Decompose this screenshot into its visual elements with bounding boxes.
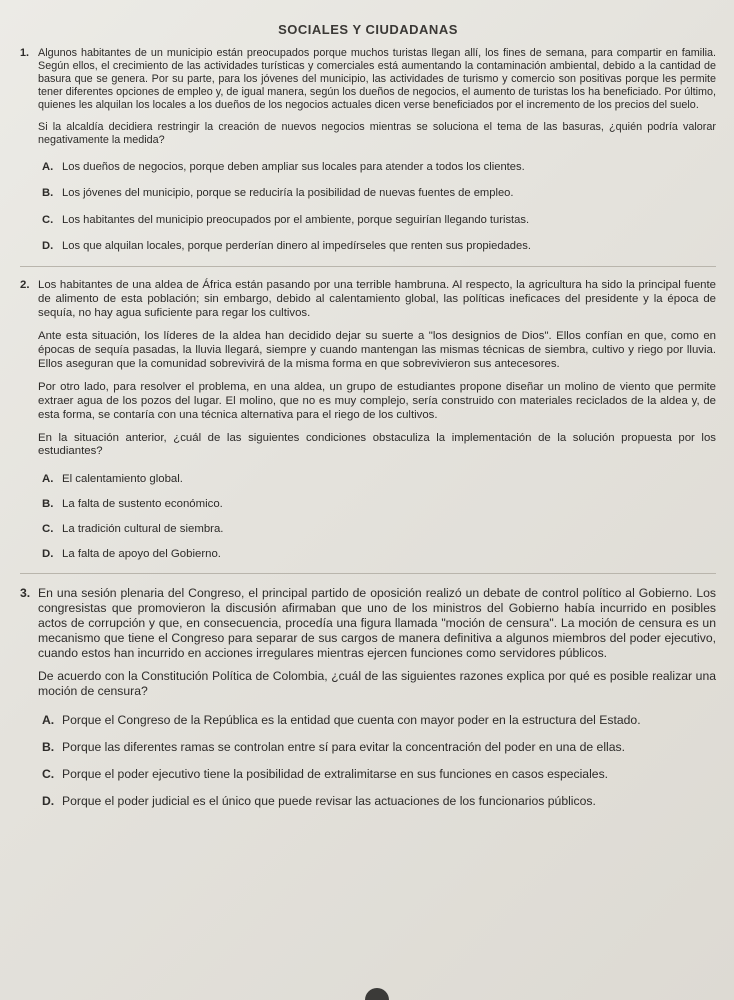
option-text: La tradición cultural de siembra. — [62, 523, 224, 536]
option-text: Porque el Congreso de la República es la entidad que cuenta con mayor poder en la estructura del Estado. — [62, 713, 641, 728]
option-b[interactable] — [38, 498, 716, 512]
option-a[interactable] — [38, 161, 716, 174]
option-letter: D. — [42, 548, 54, 561]
option-letter: D. — [42, 793, 55, 808]
question-prompt: En la situación anterior, ¿cuál de las siguientes condiciones obstaculiza la implementación de la solución propuesta por los estudiantes? — [38, 431, 716, 458]
option-letter: A. — [42, 473, 54, 486]
option-a[interactable] — [38, 713, 716, 728]
option-text: El calentamiento global. — [62, 473, 183, 486]
option-text: Porque el poder ejecutivo tiene la posibilidad de extralimitarse en sus funciones en casos especiales. — [62, 766, 609, 781]
option-b[interactable] — [38, 187, 716, 200]
question-context: Algunos habitantes de un municipio están preocupados porque muchos turistas llegan allí, los fines de semana, para compartir en familia. Según ellos, el crecimiento de las actividades turísticas y comerciales está aumentando la contaminación ambiental, debido a la cantidad de basura que se genera. Por su parte, para los jóvenes del municipio, las actividades de turismo y comercio son positivas porque les permite tener diferentes opciones de empleo y, de igual manera, según los dueños de negocios, el aumento de turistas los ha beneficiado. Por último, quienes les alquilan los locales a los dueños de los negocios actuales dicen verse beneficiados por el incremento de los precios del suelo. — [38, 47, 716, 111]
question-prompt: Si la alcaldía decidiera restringir la creación de nuevos negocios mientras se soluciona el tema de las basuras, ¿quién podría valorar negativamente la medida? — [38, 120, 716, 146]
option-text: La falta de apoyo del Gobierno. — [62, 548, 221, 561]
page-title: SOCIALES Y CIUDADANAS — [278, 22, 458, 37]
divider — [20, 266, 716, 267]
option-letter: C. — [42, 766, 55, 781]
option-a[interactable] — [38, 473, 716, 487]
option-text: Los dueños de negocios, porque deben ampliar sus locales para atender a todos los clientes. — [62, 160, 525, 173]
option-letter: C. — [42, 523, 54, 536]
option-letter: A. — [42, 160, 54, 173]
question-2 — [20, 279, 716, 562]
option-c[interactable] — [38, 767, 716, 782]
option-d[interactable] — [38, 240, 716, 253]
question-context: En una sesión plenaria del Congreso, el principal partido de oposición realizó un debate de control político al Gobierno. Los congresistas que promovieron la discusión afirmaban que uno de los ministros del Gobierno había incurrido en posibles actos de corrupción y que, en consecuencia, procedía una figura llamada "moción de censura". La moción de censura es un mecanismo que tiene el Congreso para separar de sus cargos de manera definitiva a algunos miembros del poder ejecutivo, cuando estos han incurrido en acciones irregulares mientras ejercen funciones como servidores públicos. — [38, 586, 716, 660]
binder-clip-shape — [365, 988, 389, 1000]
question-3 — [20, 586, 716, 809]
option-text: Porque las diferentes ramas se controlan entre sí para evitar la concentración del poder en una de ellas. — [62, 740, 625, 755]
option-text: Porque el poder judicial es el único que puede revisar las actuaciones de los funcionarios públicos. — [62, 793, 596, 808]
option-letter: C. — [42, 213, 54, 226]
question-context: Ante esta situación, los líderes de la aldea han decidido dejar su suerte a "los designios de Dios". Ellos confían en que, como en épocas de sequía pasadas, la lluvia llegará, siempre y cuando mantengan las mismas técnicas de siembra, cultivo y riego por lluvia. Ellos aseguran que la comunidad sobrevivirá de la misma forma en que sobrevivieron sus antecesores. — [38, 330, 716, 370]
question-number: 3. — [20, 586, 31, 601]
option-text: Los jóvenes del municipio, porque se reduciría la posibilidad de nuevas fuentes de empleo. — [62, 187, 514, 200]
options-list — [38, 713, 716, 809]
question-context: Por otro lado, para resolver el problema, en una aldea, un grupo de estudiantes propone diseñar un molino de viento que permite extraer agua de los pozos del lugar. El molino, que no es muy complejo, sería construido con materiales reciclados de la aldea y, de esta forma, se contaría con una técnica alternativa para el riego de los cultivos. — [38, 380, 716, 421]
option-c[interactable] — [38, 523, 716, 537]
question-number: 1. — [20, 47, 30, 59]
option-b[interactable] — [38, 740, 716, 755]
question-1 — [20, 47, 716, 253]
option-text: Los que alquilan locales, porque perderían dinero al impedírseles que renten sus propiedades. — [62, 239, 531, 252]
option-letter: D. — [42, 239, 54, 252]
option-text: Los habitantes del municipio preocupados por el ambiente, porque seguirían llegando turistas. — [62, 213, 530, 226]
option-text: La falta de sustento económico. — [62, 498, 223, 511]
option-letter: A. — [42, 713, 55, 728]
option-d[interactable] — [38, 548, 716, 562]
option-letter: B. — [42, 187, 54, 200]
divider — [20, 573, 716, 574]
question-context: Los habitantes de una aldea de África están pasando por una terrible hambruna. Al respecto, la agricultura ha sido la principal fuente de alimento de esta población; sin embargo, debido al calentamiento global, las políticas ineficaces del presidente y la época de sequía, no hay agua suficiente para regar los cultivos. — [38, 279, 716, 320]
option-c[interactable] — [38, 214, 716, 227]
option-letter: B. — [42, 740, 55, 755]
option-d[interactable] — [38, 794, 716, 809]
options-list — [38, 473, 716, 562]
options-list — [38, 161, 716, 254]
option-letter: B. — [42, 498, 54, 511]
question-prompt: De acuerdo con la Constitución Política de Colombia, ¿cuál de las siguientes razones explica por qué es posible realizar una moción de censura? — [38, 669, 716, 699]
question-number: 2. — [20, 279, 30, 292]
